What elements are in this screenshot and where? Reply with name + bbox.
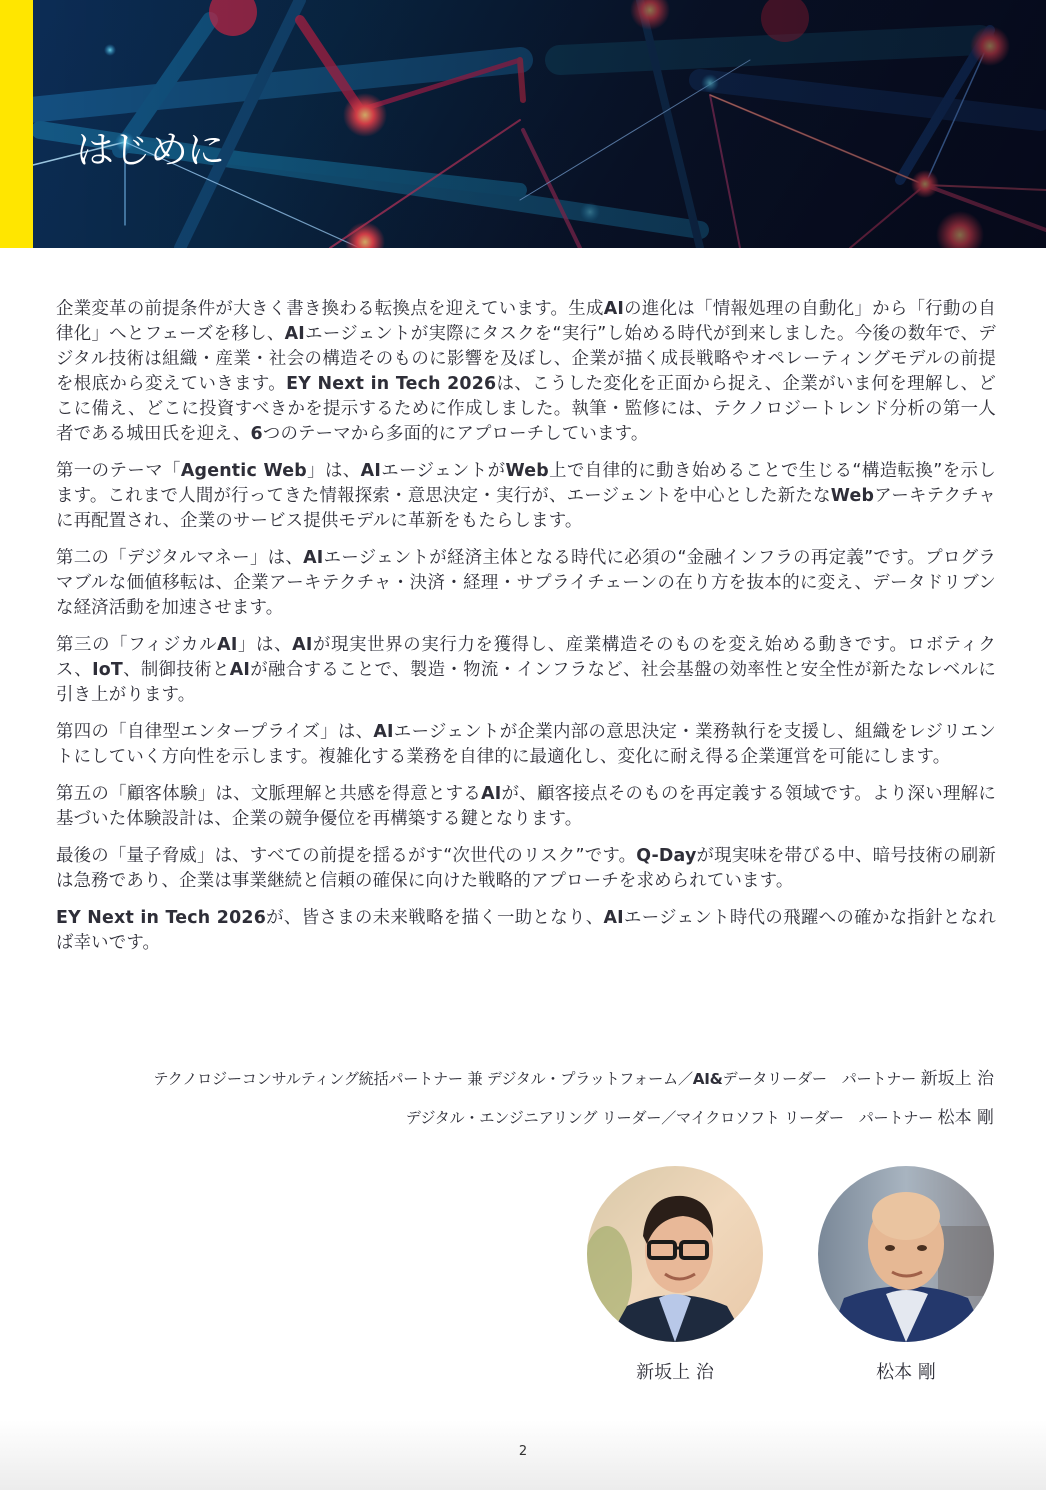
emphasis-text: AI: [360, 461, 381, 481]
portrait-photo-2: [818, 1166, 994, 1342]
body-text: が、顧客接点そのものを再定義する領域です。より深い理解に基づいた体験設計は、企業の競争優位を再構築する鍵となります。: [56, 784, 996, 829]
emphasis-text: IoT: [92, 660, 123, 680]
body-text: エージェントが実際にタスクを“実行”し始める時代が到来しました。今後の数年で、デジタル技術は組織・産業・社会の構造そのものに影響を及ぼし、企業が描く成長戦略やオペレーティングモデルの前提を根底から変えていきます。: [56, 324, 996, 394]
body-text: は、こうした変化を正面から捉え、企業がいま何を理解し、どこに備え、どこに投資すべきかを提示するために作成しました。執筆・監修には、テクノロジートレンド分析の第一人者である城田氏を迎え、: [56, 374, 996, 444]
emphasis-text: Web: [830, 486, 875, 506]
body-text: つのテーマから多面的にアプローチしています。: [262, 424, 649, 444]
body-text: アーキテクチャに再配置され、企業のサービス提供モデルに革新をもたらします。: [56, 486, 997, 531]
body-text: 」は、: [306, 461, 361, 481]
emphasis-text: AI: [292, 635, 313, 655]
body-text: 第五の「顧客体験」は、文脈理解と共感を得意とする: [56, 784, 482, 804]
body-text: が融合することで、製造・物流・インフラなど、社会基盤の効率性と安全性が新たなレベルに引き上がります。: [56, 660, 996, 705]
paragraph-theme-quantum-threat: [56, 844, 996, 894]
page-title: はじめに: [76, 128, 225, 173]
emphasis-text: Agentic Web: [180, 461, 307, 481]
portrait-caption-1: 新坂上 治: [636, 1362, 714, 1383]
emphasis-text: AI: [373, 722, 394, 742]
emphasis-text: AI: [603, 299, 625, 319]
paragraph-closing: [56, 906, 996, 956]
paragraph-theme-autonomous-enterprise: [56, 720, 996, 770]
person-photo-icon: [818, 1166, 994, 1342]
portrait-photo-1: [587, 1166, 763, 1342]
header-banner: [0, 0, 1046, 248]
paragraph-theme-digital-money: [56, 546, 996, 621]
emphasis-text: EY Next in Tech 2026: [56, 908, 267, 928]
body-text: の進化は「情報処理の自動化」から「行動の自律化」へとフェーズを移し、: [56, 299, 997, 344]
paragraph-theme-physical-ai: [56, 633, 996, 708]
signature-title: デジタル・エンジニアリング リーダー／マイクロソフト リーダー パートナー: [405, 1109, 938, 1127]
signature-title-bold: AI&: [692, 1070, 723, 1088]
signature-name: 松本 剛: [937, 1108, 994, 1128]
body-text: が現実世界の実行力を獲得し、産業構造そのものを変え始める動きです。ロボティクス、: [56, 635, 996, 680]
body-text: エージェント時代の飛躍への確かな指針となれば幸いです。: [56, 908, 996, 953]
body-text: エージェントが: [381, 461, 506, 481]
emphasis-text: Q-Day: [636, 846, 697, 866]
body-text: 第三の「フィジカル: [56, 635, 218, 655]
body-text: が、皆さまの未来戦略を描く一助となり、: [266, 908, 604, 928]
emphasis-text: EY Next in Tech 2026: [286, 374, 497, 394]
emphasis-text: AI: [603, 908, 624, 928]
body-text: エージェントが企業内部の意思決定・業務執行を支援し、組織をレジリエントにしていく方向性を示します。複雑化する業務を自律的に最適化し、変化に耐え得る企業運営を可能にします。: [56, 722, 996, 767]
portrait-caption-2: 松本 剛: [876, 1362, 936, 1383]
body-text: 第四の「自律型エンタープライズ」は、: [56, 722, 374, 742]
brand-accent-bar: [0, 0, 33, 248]
body-text: 」は、: [237, 635, 293, 655]
emphasis-text: AI: [229, 660, 251, 680]
body-text: 、制御技術と: [122, 660, 230, 680]
signature-line-2: [406, 1103, 994, 1128]
paragraph-theme-agentic-web: [56, 459, 996, 534]
body-text: 最後の「量子脅威」は、すべての前提を揺るがす“次世代のリスク”です。: [56, 846, 637, 866]
signature-title-suffix: データリーダー パートナー: [722, 1070, 921, 1088]
paragraph-intro: [56, 297, 996, 447]
signature-line-1: [153, 1064, 994, 1089]
page-number: 2: [518, 1444, 528, 1459]
person-photo-icon: [587, 1166, 763, 1342]
body-text: 企業変革の前提条件が大きく書き換わる転換点を迎えています。生成: [56, 299, 604, 319]
emphasis-text: AI: [303, 548, 324, 568]
signature-title: テクノロジーコンサルティング統括パートナー 兼 デジタル・プラットフォーム／: [153, 1070, 693, 1088]
emphasis-text: AI: [481, 784, 502, 804]
emphasis-text: 6: [250, 424, 263, 444]
signature-name: 新坂上 治: [920, 1069, 994, 1089]
emphasis-text: AI: [217, 635, 238, 655]
intro-body: [56, 297, 996, 968]
body-text: 上で自律的に動き始めることで生じる“構造転換”を示します。これまで人間が行ってきた情報探索・意思決定・実行が、エージェントを中心とした新たな: [56, 461, 996, 506]
emphasis-text: Web: [505, 461, 549, 481]
body-text: が現実味を帯びる中、暗号技術の刷新は急務であり、企業は事業継続と信頼の確保に向けた戦略的アプローチを求められています。: [56, 846, 997, 891]
paragraph-theme-customer-experience: [56, 782, 996, 832]
emphasis-text: AI: [284, 324, 305, 344]
body-text: 第一のテーマ「: [56, 461, 181, 481]
body-text: エージェントが経済主体となる時代に必須の“金融インフラの再定義”です。プログラマブルな価値移転は、企業アーキテクチャ・決済・経理・サプライチェーンの在り方を抜本的に変え、データドリブンな経済活動を加速させます。: [56, 548, 996, 618]
body-text: 第二の「デジタルマネー」は、: [56, 548, 304, 568]
